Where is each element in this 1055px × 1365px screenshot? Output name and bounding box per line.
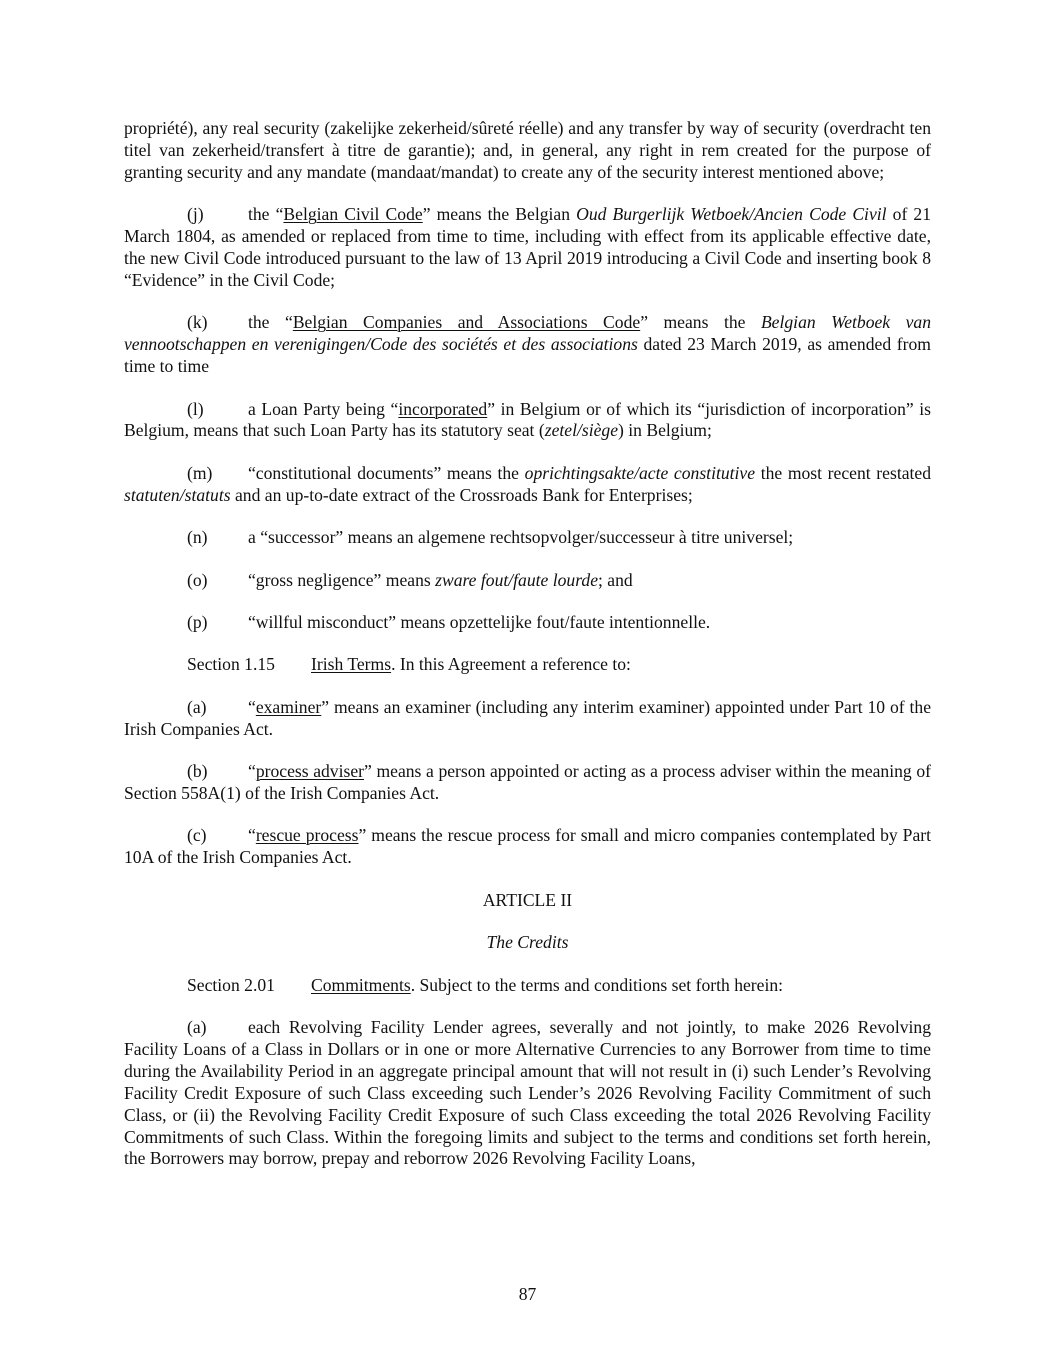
italic-term: zetel/siège bbox=[544, 420, 618, 441]
text: . In this Agreement a reference to: bbox=[391, 654, 631, 675]
text: ” means the Belgian bbox=[422, 204, 577, 225]
italic-term: statuten/statuts bbox=[124, 484, 231, 505]
page-number: 87 bbox=[518, 1284, 537, 1304]
item-label: (l) bbox=[187, 398, 204, 419]
item-label: (a) bbox=[187, 1016, 207, 1037]
section-1-15 bbox=[124, 654, 931, 676]
text: each Revolving Facility Lender agrees, severally and not jointly, to make 2026 Revolving Facility Loans of a Class in Dollars or in one or more Alternative Currencies to any Borrower from time to time during the Availability Period in an aggregate principal amount that will not result in (i) such Lender’s Revolving Facility Credit Exposure of such Class exceeding such Lender’s 2026 Revolving Facility Commitment of such Class, or (ii) the Revolving Facility Credit Exposure of such Class exceeding the total 2026 Revolving Facility Commitments of such Class. Within the foregoing limits and subject to the terms and conditions set forth herein, the Borrowers may borrow, prepay and reborrow 2026 Revolving Facility Loans, bbox=[124, 1016, 931, 1169]
text: ) in Belgium; bbox=[618, 420, 712, 441]
italic-term: oprichtingsakte/acte constitutive bbox=[524, 462, 756, 483]
article-heading: ARTICLE II bbox=[482, 889, 573, 910]
definition-n bbox=[124, 527, 931, 549]
text: a Loan Party being “ bbox=[248, 398, 399, 419]
text: the “ bbox=[248, 312, 293, 333]
article-title-text: The Credits bbox=[486, 932, 569, 953]
item-label: (k) bbox=[187, 312, 208, 333]
defined-term: Belgian Companies and Associations Code bbox=[292, 312, 641, 333]
italic-term: zware fout/faute lourde bbox=[435, 569, 599, 590]
text: ” means an examiner (including any interim examiner) appointed under Part 10 of the Irish Companies Act. bbox=[124, 696, 931, 739]
irish-definition-a bbox=[124, 697, 931, 741]
text: ” in Belgium or of which its “jurisdiction of incorporation” is Belgium, means that such Loan Party has its statutory seat ( bbox=[124, 398, 931, 441]
text: ” means the rescue process for small and micro companies contemplated by Part 10A of the Irish Companies Act. bbox=[124, 825, 932, 868]
text: ” means the bbox=[640, 312, 761, 333]
article-title bbox=[124, 932, 931, 954]
defined-term: process adviser bbox=[255, 761, 365, 782]
irish-definition-b bbox=[124, 761, 931, 805]
text: the most recent restated bbox=[755, 462, 932, 483]
text: of 21 March 1804, as amended or replaced from time to time, including with effect from its applicable effective date, the new Civil Code introduced pursuant to the law of 13 April 2019 introducing a Civil Code and inserting book 8 “Evidence” in the Civil Code; bbox=[124, 204, 932, 290]
section-2-01 bbox=[124, 975, 931, 997]
definition-p bbox=[124, 612, 931, 634]
text: “ bbox=[248, 825, 256, 846]
text: a “successor” means an algemene rechtsopvolger/successeur à titre universel; bbox=[248, 527, 794, 548]
text: “ bbox=[248, 696, 256, 717]
italic-term: Oud Burgerlijk Wetboek/Ancien Code Civil bbox=[576, 204, 887, 225]
section-heading: Commitments bbox=[311, 974, 411, 995]
irish-definition-c bbox=[124, 825, 931, 869]
text: ; and bbox=[598, 569, 633, 590]
text: dated 23 March 2019, as amended from time to time bbox=[124, 334, 931, 377]
text: and an up-to-date extract of the Crossroads Bank for Enterprises; bbox=[230, 484, 693, 505]
text: the “ bbox=[248, 204, 284, 225]
defined-term: Belgian Civil Code bbox=[283, 204, 423, 225]
text: “willful misconduct” means opzettelijke fout/faute intentionnelle. bbox=[248, 612, 711, 632]
italic-term: Belgian Wetboek van vennootschappen en verenigingen/Code des sociétés et des associations bbox=[124, 312, 932, 355]
item-label: (n) bbox=[187, 527, 208, 548]
defined-term: incorporated bbox=[398, 398, 488, 419]
paragraph-continuation: propriété), any real security (zakelijke zekerheid/sûreté réelle) and any transfer by way of security (overdracht ten titel van zekerheid/transfert à titre de garantie); and, in general, any right in rem created for the purpose of granting security and any mandate (mandaat/mandat) to create any of the security interest mentioned above; bbox=[124, 118, 931, 182]
definition-l bbox=[124, 399, 931, 443]
text: ” means a person appointed or acting as a process adviser within the meaning of Section 558A(1) of the Irish Companies Act. bbox=[124, 761, 931, 804]
section-heading: Irish Terms bbox=[311, 654, 392, 675]
item-label: (b) bbox=[187, 761, 208, 782]
document-body bbox=[124, 118, 931, 1191]
commitments-a bbox=[124, 1017, 931, 1170]
text: “gross negligence” means bbox=[248, 569, 436, 590]
text: “constitutional documents” means the bbox=[248, 462, 525, 483]
item-label: (c) bbox=[187, 825, 207, 846]
item-label: (m) bbox=[187, 462, 213, 483]
definition-k bbox=[124, 312, 931, 378]
item-label: (p) bbox=[187, 612, 208, 632]
defined-term: examiner bbox=[255, 696, 322, 717]
text: . Subject to the terms and conditions set forth herein: bbox=[410, 974, 784, 995]
section-label: Section 2.01 bbox=[187, 974, 275, 995]
section-label: Section 1.15 bbox=[187, 654, 275, 675]
item-label: (o) bbox=[187, 569, 208, 590]
item-label: (j) bbox=[187, 204, 204, 225]
definition-j bbox=[124, 204, 931, 292]
defined-term: rescue process bbox=[255, 825, 359, 846]
item-label: (a) bbox=[187, 696, 207, 717]
text: “ bbox=[248, 761, 256, 782]
definition-m bbox=[124, 463, 931, 507]
definition-o bbox=[124, 570, 931, 592]
